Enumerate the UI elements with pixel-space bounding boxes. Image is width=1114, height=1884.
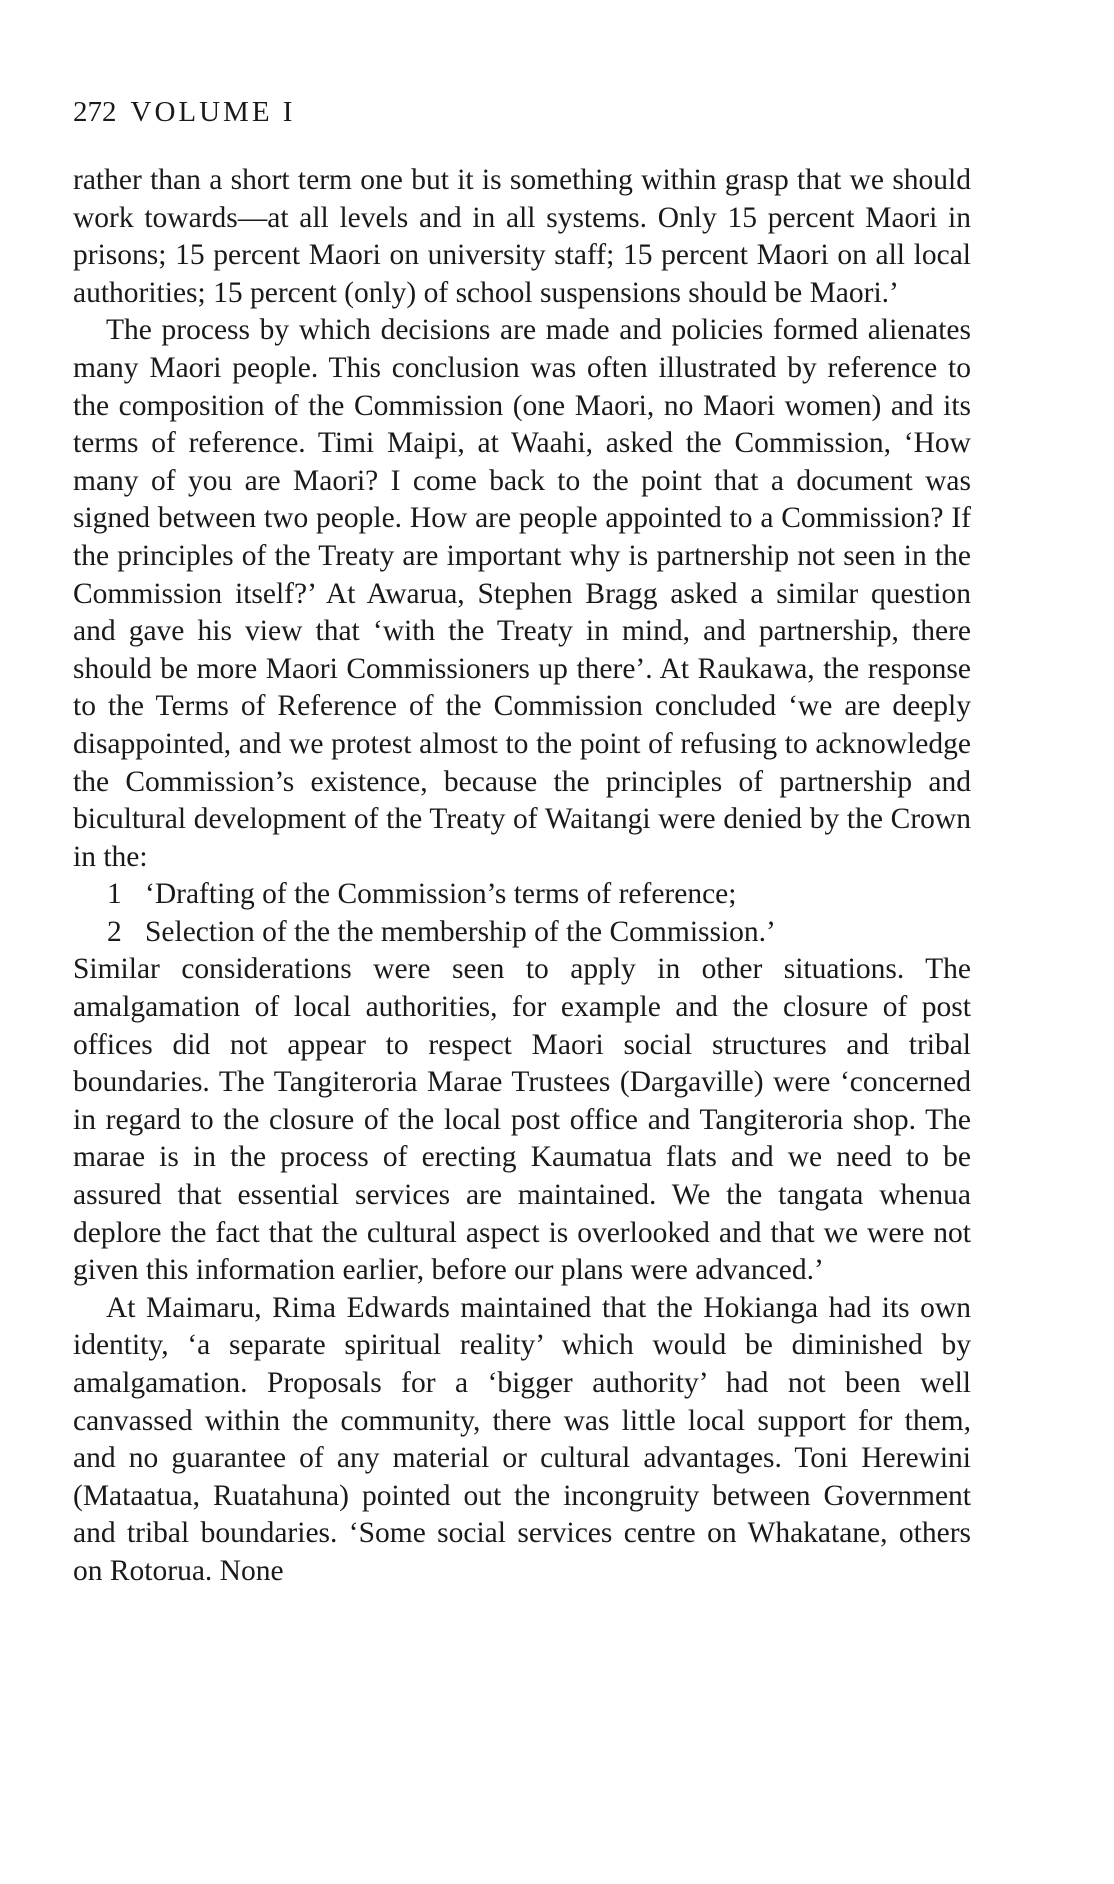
running-head <box>73 98 295 127</box>
list-item-number: 1 <box>107 878 122 911</box>
paragraph-maimaru: At Maimaru, Rima Edwards maintained that the Hokianga had its own identity, ‘a separate spiritual reality’ which would be diminished by amalgamation. Proposals for a ‘bigger authority’ had not been well canvassed within the community, there was little local support for them, and no guarantee of any material or cultural advantages. Toni Herewini (Mataatua, Ruatahuna) pointed out the incongruity between Government and tribal boundaries. ‘Some social services centre on Whakatane, others on Rotorua. None <box>73 1291 971 1587</box>
volume-label: VOLUME I <box>130 96 296 128</box>
list-item <box>73 914 971 952</box>
list-item-number: 2 <box>107 915 122 948</box>
body-text <box>73 162 971 1591</box>
page-number: 272 <box>73 96 117 128</box>
list-item-text: Selection of the the membership of the Commission.’ <box>145 915 776 948</box>
paragraph-process: The process by which decisions are made and policies formed alienates many Maori people. This conclusion was often illustrated by reference to the composition of the Commission (one Maori, no Maori women) and its terms of reference. Timi Maipi, at Waahi, asked the Commission, ‘How many of you are Maori? I come back to the point that a document was signed between two people. How are people appointed to a Commission? If the principles of the Treaty are important why is partnership not seen in the Commission itself?’ At Awarua, Stephen Bragg asked a similar question and gave his view that ‘with the Treaty in mind, and partnership, there should be more Maori Commissioners up there’. At Raukawa, the response to the Terms of Reference of the Commission concluded ‘we are deeply disappointed, and we protest almost to the point of refusing to acknowledge the Commission’s existence, because the principles of partnership and bicultural development of the Treaty of Waitangi were denied by the Crown in the: <box>73 314 971 873</box>
paragraph-similar-considerations: Similar considerations were seen to apply in other situations. The amalgamation of local authorities, for example and the closure of post offices did not appear to respect Maori social structures and tribal boundaries. The Tangiteroria Marae Trustees (Dargaville) were ‘concerned in regard to the closure of the local post office and Tangiteroria shop. The marae is in the process of erecting Kaumatua flats and we need to be assured that essential services are maintained. We the tangata whenua deplore the fact that the cultural aspect is overlooked and that we were not given this information earlier, before our plans were advanced.’ <box>73 953 971 1287</box>
list-item-text: ‘Drafting of the Commission’s terms of reference; <box>145 878 737 911</box>
paragraph-continued: rather than a short term one but it is something within grasp that we should work towards—at all levels and in all systems. Only 15 percent Maori in prisons; 15 percent Maori on university staff; 15 percent Maori on all local authorities; 15 percent (only) of school suspensions should be Maori.’ <box>73 164 971 309</box>
list-item <box>73 876 971 914</box>
